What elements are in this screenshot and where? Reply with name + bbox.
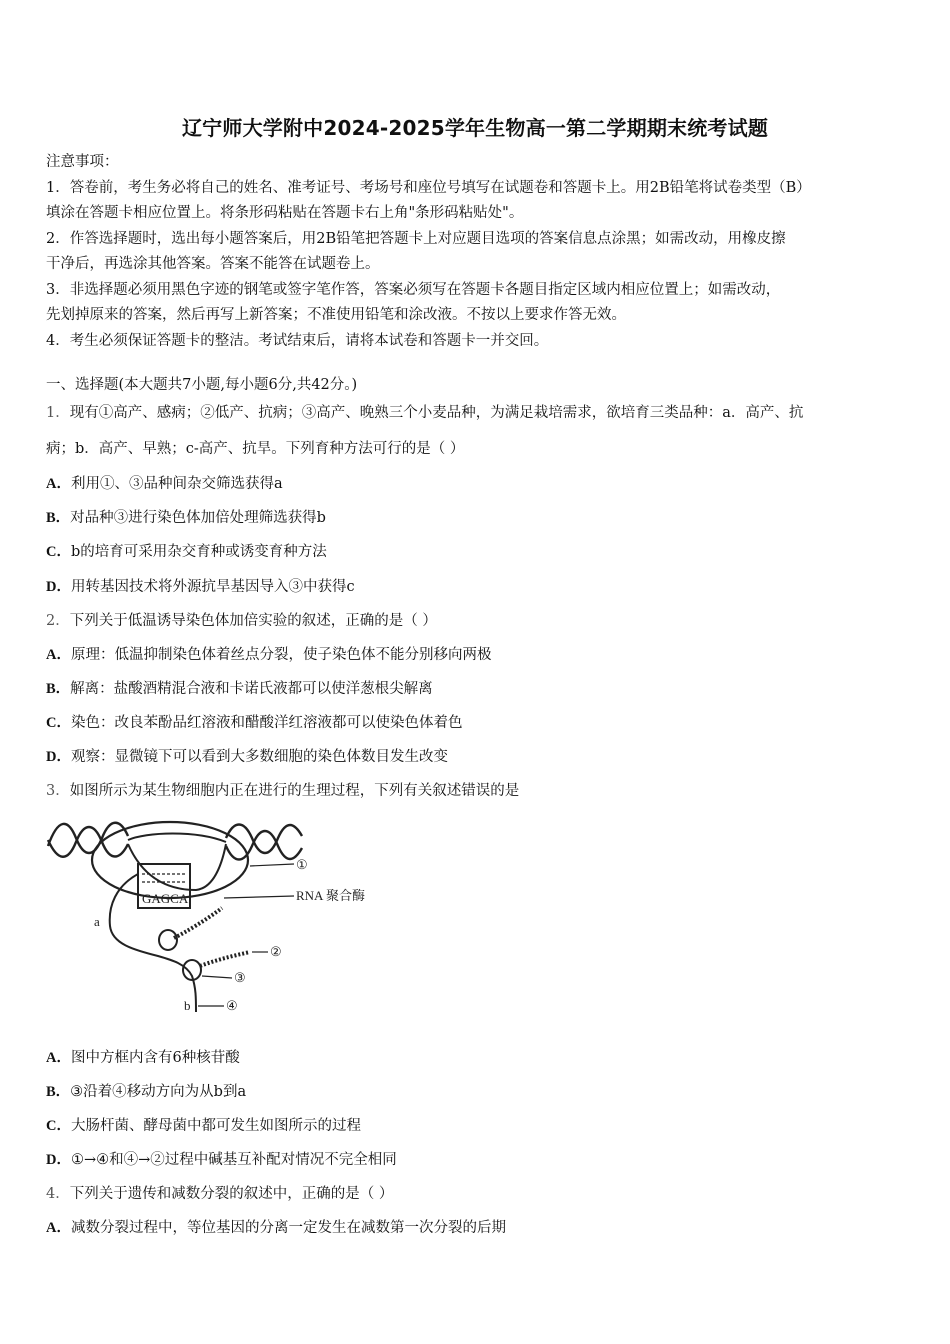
notice-line: 4．考生必须保证答题卡的整洁。考试结束后，请将本试卷和答题卡一并交回。 xyxy=(46,332,549,349)
question-number: 3． xyxy=(46,783,70,799)
dna-template-strand xyxy=(128,834,226,843)
question-1-option-d xyxy=(46,575,908,596)
option-text: 解离：盐酸酒精混合液和卡诺氏液都可以使洋葱根尖解离 xyxy=(70,681,433,697)
polypeptide-chain xyxy=(200,952,250,966)
label-4: ④ xyxy=(226,998,238,1013)
option-letter: B． xyxy=(46,681,71,697)
question-1-option-a xyxy=(46,472,908,493)
dna-strand-right xyxy=(226,825,302,854)
option-letter: C． xyxy=(46,1118,71,1134)
question-1-stem-line1 xyxy=(46,401,908,422)
option-letter: A． xyxy=(46,476,71,492)
option-text: 减数分裂过程中，等位基因的分离一定发生在减数第一次分裂的后期 xyxy=(70,1220,506,1236)
question-3-option-d xyxy=(46,1148,908,1169)
leader-line xyxy=(224,896,294,898)
dna-strand-right xyxy=(226,831,302,860)
question-3-option-c xyxy=(46,1114,908,1135)
option-letter: D． xyxy=(46,579,71,595)
question-1-option-b xyxy=(46,506,908,527)
notice-line: 干净后，再选涂其他答案。答案不能答在试题卷上。 xyxy=(46,256,380,272)
question-2-option-b xyxy=(46,677,908,698)
option-text: 原理：低温抑制染色体着丝点分裂，使子染色体不能分别移向两极 xyxy=(70,647,492,663)
notice-line: 1．答卷前，考生务必将自己的姓名、准考证号、考场号和座位号填写在试题卷和答题卡上。用2B铅笔将试卷类型（B） xyxy=(46,179,811,196)
option-text: 利用①、③品种间杂交筛选获得a xyxy=(70,476,283,492)
notice-line: 2．作答选择题时，选出每小题答案后，用2B铅笔把答题卡上对应题目选项的答案信息点涂黑；如需改动，用橡皮擦 xyxy=(46,230,786,247)
option-text: ①→④和④→②过程中碱基互补配对情况不完全相同 xyxy=(70,1152,397,1168)
question-2-option-a xyxy=(46,643,908,664)
label-1: ① xyxy=(296,857,308,872)
question-3-option-a xyxy=(46,1046,908,1067)
option-letter: C． xyxy=(46,715,71,731)
option-letter: B． xyxy=(46,510,71,526)
question-3-stem xyxy=(46,779,908,800)
notice-line: 3．非选择题必须用黑色字迹的钢笔或签字笔作答，答案必须写在答题卡各题目指定区域内相应位置上；如需改动， xyxy=(46,281,781,298)
option-text: 用转基因技术将外源抗旱基因导入③中获得c xyxy=(70,579,355,595)
option-letter: A． xyxy=(46,1220,71,1236)
option-text: b的培育可采用杂交育种或诱变育种方法 xyxy=(70,544,327,560)
question-2-option-c xyxy=(46,711,908,732)
question-3-option-b xyxy=(46,1080,908,1101)
ribosome xyxy=(159,930,177,950)
notice-line: 填涂在答题卡相应位置上。将条形码粘贴在答题卡右上角"条形码粘贴处"。 xyxy=(46,205,524,221)
question-2-option-d xyxy=(46,745,908,766)
question-text: 下列关于低温诱导染色体加倍实验的叙述，正确的是（ ） xyxy=(69,613,437,629)
transcription-translation-figure xyxy=(46,816,391,1026)
option-letter: A． xyxy=(46,1050,71,1066)
question-text: 现有①高产、感病；②低产、抗病；③高产、晚熟三个小麦品种，为满足栽培需求，欲培育三类品种：a．高产、抗 xyxy=(69,405,804,421)
option-text: 对品种③进行染色体加倍处理筛选获得b xyxy=(70,510,326,526)
label-b: b xyxy=(184,998,191,1013)
option-text: 大肠杆菌、酵母菌中都可发生如图所示的过程 xyxy=(70,1118,361,1134)
page-title: 辽宁师大学附中2024-2025学年生物高一第二学期期末统考试题 xyxy=(181,116,769,140)
option-text: 图中方框内含有6种核苷酸 xyxy=(70,1050,240,1066)
label-a: a xyxy=(94,914,100,929)
question-4-option-a xyxy=(46,1216,908,1237)
question-1-option-c xyxy=(46,540,908,561)
question-text: 下列关于遗传和减数分裂的叙述中，正确的是（ ） xyxy=(69,1186,394,1202)
option-text: ③沿着④移动方向为从b到a xyxy=(70,1084,247,1100)
option-letter: D． xyxy=(46,749,71,765)
question-number: 1． xyxy=(46,405,70,421)
question-number: 4． xyxy=(46,1186,70,1202)
question-number: 2． xyxy=(46,613,70,629)
option-letter: C． xyxy=(46,544,71,560)
leader-line xyxy=(202,976,232,978)
question-4-stem xyxy=(46,1182,908,1203)
polypeptide-chain xyxy=(174,908,222,938)
label-rna-polymerase: RNA 聚合酶 xyxy=(296,888,365,903)
label-2: ② xyxy=(270,944,282,959)
question-text: 如图所示为某生物细胞内正在进行的生理过程，下列有关叙述错误的是 xyxy=(69,783,520,799)
option-text: 观察：显微镜下可以看到大多数细胞的染色体数目发生改变 xyxy=(70,749,448,765)
notice-block xyxy=(46,150,908,354)
base-pairs xyxy=(142,874,186,882)
leader-line xyxy=(250,864,294,866)
label-3: ③ xyxy=(234,970,246,985)
notice-heading: 注意事项： xyxy=(46,154,119,170)
option-letter: A． xyxy=(46,647,71,663)
question-2-stem xyxy=(46,609,908,630)
box-sequence-label: GAGCA xyxy=(142,891,189,906)
section-heading: 一、选择题(本大题共7小题,每小题6分,共42分。) xyxy=(46,377,358,393)
notice-line: 先划掉原来的答案，然后再写上新答案；不准使用铅笔和涂改液。不按以上要求作答无效。 xyxy=(46,307,626,323)
option-letter: D． xyxy=(46,1152,71,1168)
dna-coding-strand xyxy=(128,844,226,890)
question-1-stem-line2: 病；b．高产、早熟；c-高产、抗旱。下列育种方法可行的是（ ） xyxy=(46,441,465,457)
option-letter: B． xyxy=(46,1084,71,1100)
option-text: 染色：改良苯酚品红溶液和醋酸洋红溶液都可以使染色体着色 xyxy=(70,715,463,731)
